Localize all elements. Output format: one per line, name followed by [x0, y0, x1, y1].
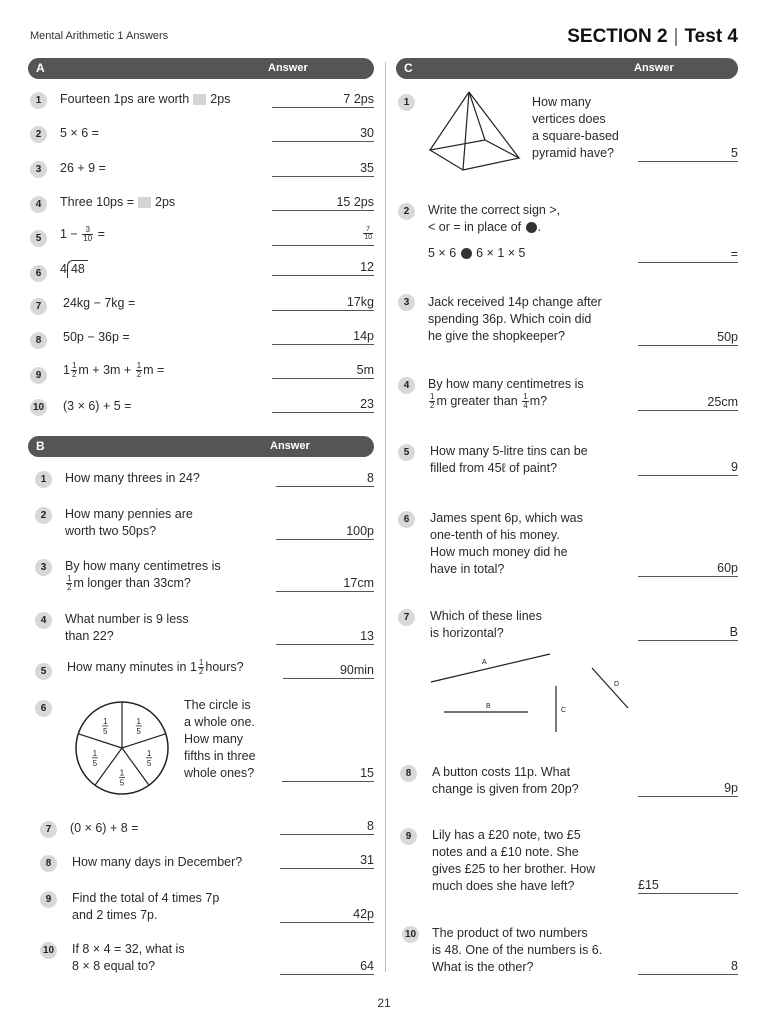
question-number: 1: [35, 471, 52, 488]
pyramid-edge: [469, 92, 519, 158]
question-line: Find the total of 4 times 7p: [72, 891, 220, 905]
header-title: Mental Arithmetic 1 Answers: [30, 30, 169, 42]
question-number: 6: [35, 700, 52, 717]
question-line: have in total?: [430, 562, 505, 576]
answer-line: 8: [280, 818, 374, 835]
fraction-numerator: 7: [363, 226, 373, 234]
answer-line: 17cm: [276, 575, 374, 592]
question-line: is horizontal?: [430, 626, 504, 640]
question-number: 6: [398, 511, 415, 528]
question-number: 1: [398, 94, 415, 111]
question-text: 50p − 36p =: [63, 330, 130, 344]
long-division-expression: [60, 260, 88, 278]
mixed-whole: 1: [63, 363, 70, 377]
expression-left: 5 × 6: [428, 246, 457, 260]
question-number: 8: [400, 765, 417, 782]
section-test-heading: [567, 26, 738, 48]
question-number: 4: [30, 196, 47, 213]
divisor: 4: [60, 262, 67, 276]
question-number: 10: [402, 926, 419, 943]
fraction: [429, 393, 435, 410]
question-text: 26 + 9 =: [60, 161, 106, 175]
circle-spoke: [92, 748, 122, 785]
question-line: How much money did he: [430, 545, 568, 559]
fraction: [66, 575, 72, 592]
answer-line: 17kg: [272, 294, 374, 311]
question-line: The product of two numbers: [432, 926, 588, 940]
question-line: How many pennies are: [65, 507, 193, 521]
question-text: 24kg − 7kg =: [63, 296, 136, 310]
question-number: 2: [398, 203, 415, 220]
question-text: (3 × 6) + 5 =: [63, 399, 132, 413]
question-line: Which of these lines: [430, 609, 542, 623]
question-line: How many: [532, 95, 592, 109]
question-line: [428, 219, 560, 236]
answer-line: 31: [280, 852, 374, 869]
question-line: A button costs 11p. What: [432, 765, 571, 779]
answer-line: 14p: [272, 328, 374, 345]
section-b-letter: B: [36, 439, 45, 453]
question-number: 9: [400, 828, 417, 845]
question-line: Write the correct sign >,: [428, 203, 561, 217]
slice-denominator: 5: [136, 726, 141, 736]
question-text: [430, 510, 583, 578]
answer-line: 100p: [276, 523, 374, 540]
question-line: pyramid have?: [532, 146, 614, 160]
question-text-part: m longer than 33cm?: [73, 576, 191, 590]
question-line: change is given from 20p?: [432, 782, 579, 796]
answer-line: 15 2ps: [272, 194, 374, 211]
fraction-numerator: 1: [71, 361, 77, 371]
question-number: 4: [398, 377, 415, 394]
dividend: 48: [67, 260, 88, 278]
answer-line: 23: [272, 396, 374, 413]
fraction-denominator: 2: [136, 370, 142, 380]
answer-line: 9: [638, 459, 738, 476]
fraction: [198, 659, 204, 676]
answer-line: 25cm: [638, 394, 738, 411]
pyramid-edge: [463, 92, 469, 170]
blank-box-icon: [138, 197, 151, 208]
question-text: [430, 443, 588, 477]
answer-line: 5m: [272, 362, 374, 379]
question-number: 1: [30, 92, 47, 109]
question-line: and 2 times 7p.: [72, 908, 158, 922]
question-text: [67, 659, 244, 676]
answer-line: 12: [272, 259, 374, 276]
question-text: [60, 194, 175, 211]
line-label: A: [482, 659, 487, 666]
fraction-numerator: 1: [67, 574, 72, 584]
question-text-part: .: [537, 220, 542, 234]
slice-numerator: 1: [92, 748, 98, 758]
question-line: whole ones?: [184, 766, 255, 780]
question-text: How many days in December?: [72, 855, 243, 869]
answer-line: 13: [276, 628, 374, 645]
answer-line: 35: [272, 160, 374, 177]
column-divider: [385, 62, 386, 972]
question-text: [184, 697, 256, 782]
question-text-part: Three 10ps =: [60, 195, 135, 209]
heading-separator: |: [673, 26, 679, 47]
fraction-denominator: 10: [83, 234, 93, 244]
section-a-bar: [28, 58, 374, 79]
slice-fraction-label: [119, 769, 125, 788]
slice-denominator: 5: [146, 758, 152, 768]
question-line: What number is 9 less: [65, 612, 189, 626]
fraction-denominator: 10: [364, 234, 372, 242]
question-text-part: 2ps: [155, 195, 176, 209]
question-text-part: < or = in place of: [428, 220, 522, 234]
question-text-part: Fourteen 1ps are worth: [60, 92, 190, 106]
question-line: [65, 575, 221, 592]
line-label: D: [614, 681, 620, 688]
answer-line: 90min: [283, 662, 374, 679]
slice-numerator: 1: [146, 748, 152, 758]
fraction-denominator: 2: [67, 583, 72, 593]
question-line: spending 36p. Which coin did: [428, 312, 592, 326]
question-number: 8: [30, 332, 47, 349]
question-text: [60, 91, 230, 108]
question-text: [63, 362, 164, 379]
section-b-bar: [28, 436, 374, 457]
question-line: By how many centimetres is: [65, 559, 221, 573]
question-number: 5: [398, 444, 415, 461]
slice-denominator: 5: [119, 778, 125, 788]
question-line: worth two 50ps?: [65, 524, 157, 538]
slice-fraction-label: [92, 749, 98, 768]
slice-numerator: 1: [119, 768, 125, 778]
pyramid-base: [430, 140, 519, 170]
question-text-part: m?: [529, 394, 548, 408]
question-text-part: 1 −: [60, 227, 78, 241]
question-number: 9: [40, 891, 57, 908]
fraction: [82, 226, 93, 243]
question-number: 2: [30, 126, 47, 143]
answer-line: B: [638, 624, 738, 641]
test-label: Test 4: [684, 26, 738, 47]
line-d: [592, 668, 628, 708]
answer-line: =: [638, 246, 738, 263]
expression-right: 6 × 1 × 5: [476, 246, 526, 260]
fraction-numerator: 1: [523, 392, 528, 402]
question-text: How many threes in 24?: [65, 471, 200, 485]
section-a-answer-label: Answer: [268, 62, 308, 74]
question-text: [432, 764, 579, 798]
line-a: [431, 654, 550, 682]
question-text-part: m + 3m +: [78, 363, 132, 377]
question-text: [65, 506, 193, 540]
fraction: [71, 362, 77, 379]
question-number: 9: [30, 367, 47, 384]
question-text: [532, 94, 619, 162]
question-number: 4: [35, 612, 52, 629]
question-line: How many: [184, 732, 244, 746]
answer-line: 8: [276, 470, 374, 487]
question-text-part: 2ps: [210, 92, 231, 106]
question-text: [65, 558, 221, 592]
answer-line: 7 2ps: [272, 91, 374, 108]
question-text: [65, 611, 189, 645]
question-text: [72, 890, 219, 924]
section-b-answer-label: Answer: [270, 440, 310, 452]
sign-placeholder-dot-icon: [526, 222, 537, 233]
question-number: 3: [35, 559, 52, 576]
question-line: How many 5-litre tins can be: [430, 444, 588, 458]
line-label: C: [561, 707, 567, 714]
question-text: [432, 925, 602, 976]
question-text-part: m =: [143, 363, 165, 377]
question-number: 7: [30, 298, 47, 315]
pyramid-edge: [469, 92, 485, 140]
question-number: 10: [30, 399, 47, 416]
fraction-denominator: 4: [523, 401, 528, 411]
sign-placeholder-dot-icon: [461, 248, 472, 259]
question-number: 5: [30, 230, 47, 247]
answer-line: 42p: [280, 906, 374, 923]
question-text: [428, 202, 560, 262]
answer-line: 15: [282, 765, 374, 782]
question-number: 7: [398, 609, 415, 626]
question-line: vertices does: [532, 112, 606, 126]
question-text: 5 × 6 =: [60, 126, 99, 140]
answer-line: 9p: [638, 780, 738, 797]
section-c-bar: [396, 58, 738, 79]
line-label: B: [486, 703, 491, 710]
slice-denominator: 5: [92, 758, 98, 768]
question-line: fifths in three: [184, 749, 256, 763]
question-line: a whole one.: [184, 715, 255, 729]
section-label: SECTION 2: [567, 26, 668, 47]
question-line: Jack received 14p change after: [428, 295, 602, 309]
question-text: [72, 941, 185, 975]
question-text-part: How many minutes in 1: [67, 660, 197, 674]
question-number: 10: [40, 942, 57, 959]
lines-diagram: [426, 650, 636, 740]
question-text-part: m greater than: [436, 394, 518, 408]
circle-spoke: [78, 734, 122, 748]
question-line: gives £25 to her brother. How: [432, 862, 596, 876]
question-line: By how many centimetres is: [428, 377, 584, 391]
question-text-part: =: [97, 227, 105, 241]
fraction-denominator: 2: [430, 401, 435, 411]
question-line: 8 × 8 equal to?: [72, 959, 156, 973]
question-text: [430, 608, 542, 642]
question-text: [432, 827, 595, 895]
question-line: is 48. One of the numbers is 6.: [432, 943, 603, 957]
slice-fraction-label: [102, 717, 108, 736]
question-line: James spent 6p, which was: [430, 511, 583, 525]
question-number: 3: [30, 161, 47, 178]
slice-numerator: 1: [136, 716, 141, 726]
question-line: If 8 × 4 = 32, what is: [72, 942, 185, 956]
fraction: [136, 362, 142, 379]
comparison-expression: [428, 245, 560, 262]
question-number: 5: [35, 663, 52, 680]
question-line: he give the shopkeeper?: [428, 329, 565, 343]
question-line: much does she have left?: [432, 879, 575, 893]
question-number: 6: [30, 265, 47, 282]
fraction-numerator: 1: [430, 392, 435, 402]
answer-line: 64: [280, 958, 374, 975]
answer-fraction: [363, 226, 373, 241]
slice-numerator: 1: [103, 716, 108, 726]
answer-line: 50p: [638, 329, 738, 346]
pyramid-edge: [430, 92, 469, 150]
answer-line: 8: [638, 958, 738, 975]
answer-line: [272, 224, 374, 246]
question-text: [60, 226, 105, 243]
fifths-circle-diagram: [66, 700, 178, 796]
slice-fraction-label: [136, 717, 142, 736]
answer-line: 5: [638, 145, 738, 162]
question-line: filled from 45ℓ of paint?: [430, 461, 558, 475]
section-a-letter: A: [36, 61, 45, 75]
page-number: 21: [377, 996, 391, 1010]
question-text: [428, 376, 584, 410]
question-text-part: hours?: [205, 660, 244, 674]
fraction: [522, 393, 528, 410]
fraction-denominator: 2: [71, 370, 77, 380]
fraction-numerator: 1: [136, 361, 142, 371]
question-line: What is the other?: [432, 960, 534, 974]
question-number: 7: [40, 821, 57, 838]
slice-fraction-label: [146, 749, 152, 768]
question-number: 3: [398, 294, 415, 311]
question-line: notes and a £10 note. She: [432, 845, 579, 859]
question-line: [428, 393, 584, 410]
circle-spoke: [122, 734, 166, 748]
question-line: Lily has a £20 note, two £5: [432, 828, 581, 842]
slice-denominator: 5: [103, 726, 108, 736]
square-pyramid-diagram: [425, 88, 525, 176]
question-line: one-tenth of his money.: [430, 528, 560, 542]
question-text: [428, 294, 602, 345]
answer-line: £15: [638, 877, 738, 894]
circle-spoke: [119, 748, 149, 785]
question-text: (0 × 6) + 8 =: [70, 821, 139, 835]
fraction-numerator: 3: [82, 226, 93, 235]
section-c-answer-label: Answer: [634, 62, 674, 74]
section-c-letter: C: [404, 61, 413, 75]
question-number: 2: [35, 507, 52, 524]
answer-line: 60p: [638, 560, 738, 577]
fraction-denominator: 2: [198, 667, 204, 677]
question-line: The circle is: [184, 698, 251, 712]
question-line: a square-based: [532, 129, 619, 143]
fraction-numerator: 1: [198, 658, 204, 668]
blank-box-icon: [193, 94, 206, 105]
answer-line: 30: [272, 125, 374, 142]
question-line: than 22?: [65, 629, 114, 643]
question-number: 8: [40, 855, 57, 872]
